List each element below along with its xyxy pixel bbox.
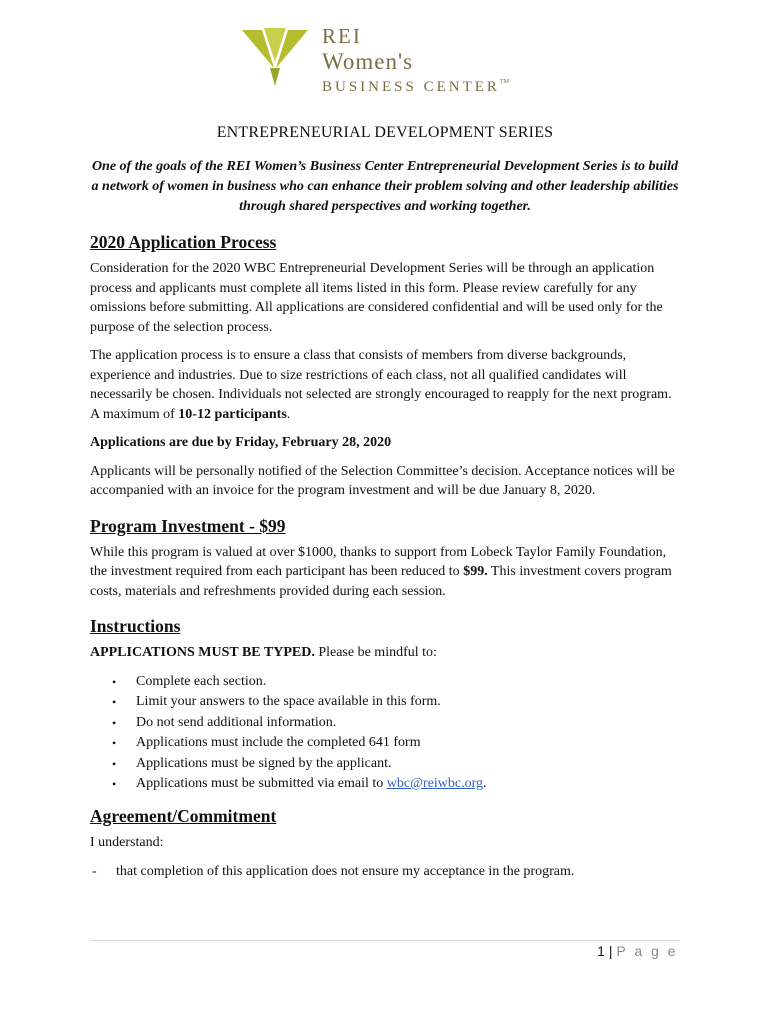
investment-paragraph: [90, 543, 680, 602]
list-item-text: Limit your answers to the space available in this form.: [136, 694, 441, 709]
logo-line-business-center: [322, 79, 509, 96]
list-item-text: Do not send additional information.: [136, 714, 337, 730]
list-item-text: Applications must include the completed 641 form: [136, 735, 421, 750]
list-item-text: Applications must be submitted via email to: [136, 776, 387, 791]
application-paragraph-3: Applicants will be personally notified of the Selection Committee’s decision. Acceptance notices will be accompanied with an invoice for the program investment and will be due January 8, 2020.: [90, 463, 675, 498]
investment-amount: $99.: [463, 564, 488, 579]
logo-business-center-text: BUSINESS CENTER: [322, 79, 500, 95]
bullet-icon: •: [112, 715, 117, 730]
document-body: [90, 124, 680, 882]
agreement-heading: Agreement/Commitment: [90, 805, 277, 826]
instructions-heading: Instructions: [90, 616, 181, 636]
bullet-icon: •: [112, 674, 117, 689]
agreement-item-text: that completion of this application does not ensure my acceptance in the program.: [116, 864, 575, 879]
instructions-lead-text: Please be mindful to:: [314, 645, 437, 660]
investment-text-end: This investment covers program costs, materials and refreshments provided during each session.: [90, 564, 672, 599]
program-investment-heading: Program Investment - $99: [90, 515, 286, 536]
logo-line-rei: REI: [322, 24, 362, 48]
investment-text: While this program is valued at over $1000, thanks to support from Lobeck Taylor Family Foundation, the investment required from each participant has been reduced to: [90, 544, 667, 579]
page-footer: [597, 943, 678, 959]
max-participants: 10-12 participants: [178, 406, 287, 422]
list-item: [90, 754, 680, 775]
logo-trademark: TM: [499, 79, 509, 85]
application-paragraph-2: [90, 346, 680, 424]
list-item: [90, 774, 680, 795]
due-date: [90, 433, 680, 453]
logo-line-womens: Women's: [322, 49, 414, 74]
agreement-understand: I understand:: [90, 834, 164, 850]
bullet-icon: •: [112, 736, 117, 750]
page-separator: |: [608, 943, 613, 959]
instructions-lead-bold: APPLICATIONS MUST BE TYPED.: [90, 645, 315, 660]
list-item-text: Complete each section.: [136, 673, 267, 689]
series-title: ENTREPRENEURIAL DEVELOPMENT SERIES: [216, 124, 554, 141]
list-item-end: .: [483, 776, 487, 791]
logo-mark-icon: [240, 24, 310, 88]
list-item: [90, 733, 680, 754]
list-item: [90, 672, 680, 693]
instructions-lead: [90, 643, 680, 663]
dash-marker: -: [92, 864, 97, 879]
page-label: P a g e: [616, 943, 678, 959]
application-process-heading: 2020 Application Process: [90, 232, 277, 252]
page-number: 1: [597, 943, 605, 959]
instructions-list: [90, 672, 680, 795]
application-paragraph-1: Consideration for the 2020 WBC Entrepreneurial Development Series will be through an application process and applicants must complete all items listed in this form. Please review carefully for any omissions before submitting. All applications are considered confidential and will be used only for the purpose of the selection process.: [90, 261, 663, 335]
footer-divider: [90, 940, 680, 941]
list-item-text: Applications must be signed by the applicant.: [136, 755, 392, 771]
intro-statement: One of the goals of the REI Women’s Business Center Entrepreneurial Development Series is to build a network of women in business who can enhance their problem solving and other leadership abilities through shared perspectives and working together.: [91, 159, 679, 214]
list-item: [90, 692, 680, 713]
application-paragraph-2-end: .: [286, 406, 291, 422]
bullet-icon: •: [112, 695, 117, 709]
list-item: [90, 713, 680, 734]
application-paragraph-2-text: The application process is to ensure a class that consists of members from diverse backgrounds, experience and industries. Due to size restrictions of each class, not all qualified candidates will necessarily be chosen. Individuals not selected are strongly encouraged to reapply for the next program. A maximum of: [90, 348, 672, 422]
email-link[interactable]: wbc@reiwbc.org: [386, 776, 484, 791]
agreement-item: [90, 862, 680, 882]
bullet-icon: •: [112, 777, 117, 791]
due-date-text: Applications are due by Friday, February 28, 2020: [90, 435, 392, 450]
rei-wbc-logo: [240, 24, 540, 104]
bullet-icon: •: [112, 756, 117, 771]
